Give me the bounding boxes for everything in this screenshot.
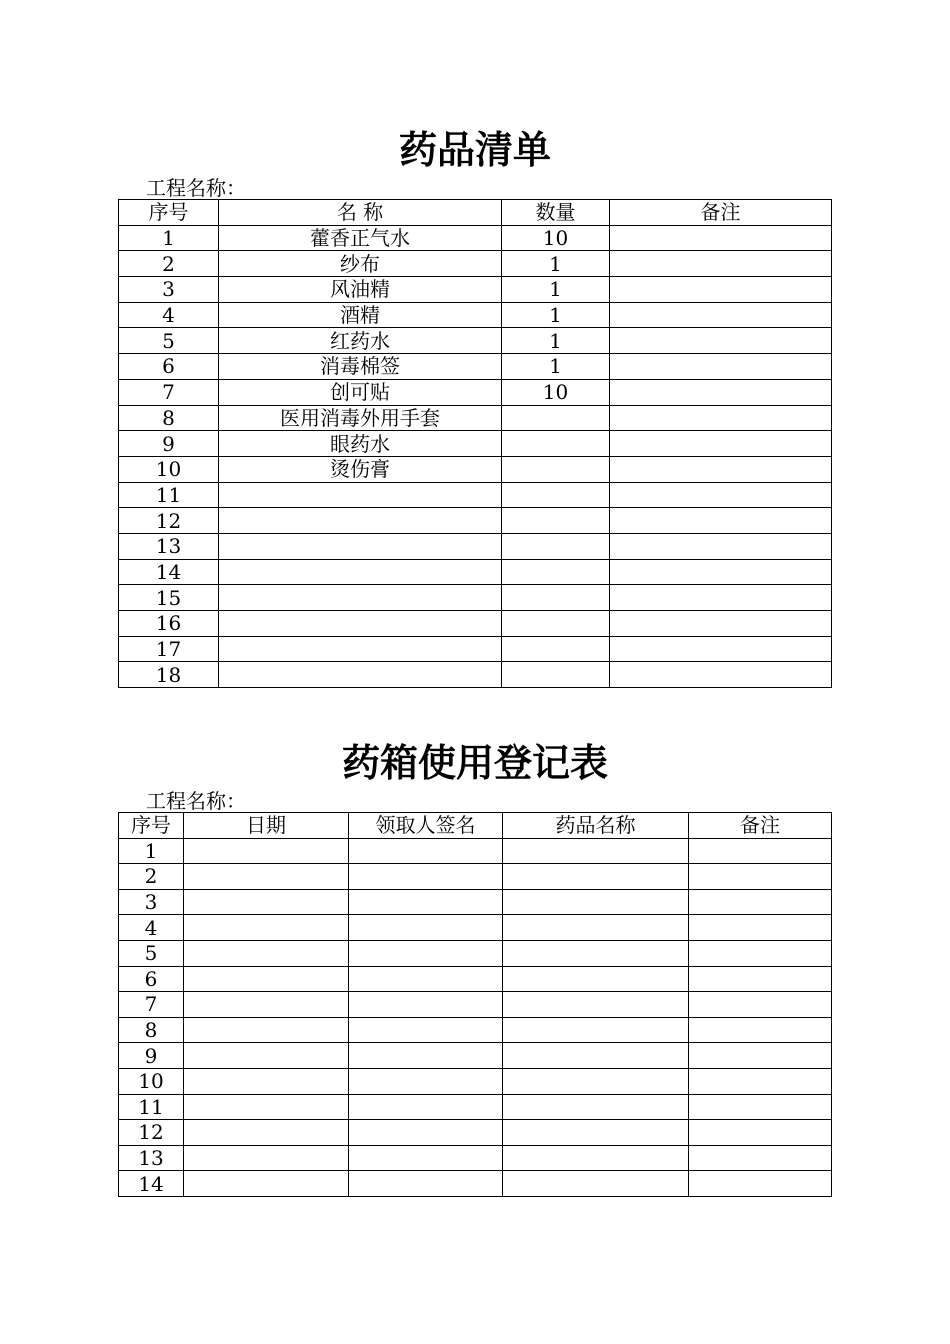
table-cell: 4 (119, 302, 219, 328)
table-row (119, 354, 832, 380)
table-cell: 纱布 (219, 251, 502, 277)
table-cell: 红药水 (219, 328, 502, 354)
table-cell: 10 (502, 225, 610, 251)
column-header: 备注 (610, 200, 832, 226)
table-cell (610, 379, 832, 405)
table-cell (349, 992, 503, 1018)
table-cell: 18 (119, 662, 219, 688)
table-cell (219, 559, 502, 585)
table-cell (610, 251, 832, 277)
table-cell (503, 889, 689, 915)
table-cell (184, 966, 349, 992)
table-cell: 1 (502, 277, 610, 303)
table-row (119, 662, 832, 688)
table-cell (349, 1171, 503, 1197)
table-cell (503, 940, 689, 966)
table-cell (502, 636, 610, 662)
table-cell (184, 940, 349, 966)
table-cell (689, 1043, 832, 1069)
table-cell (349, 915, 503, 941)
table-cell (503, 966, 689, 992)
table-header-row (119, 200, 832, 226)
table-cell (219, 533, 502, 559)
table-cell: 13 (119, 1145, 184, 1171)
table-cell: 1 (502, 251, 610, 277)
table-cell (219, 508, 502, 534)
table-row (119, 940, 832, 966)
table-cell (610, 328, 832, 354)
table-cell (503, 1017, 689, 1043)
table-row (119, 456, 832, 482)
table-cell: 1 (502, 302, 610, 328)
table-cell: 12 (119, 1120, 184, 1146)
table-cell (184, 1043, 349, 1069)
table-cell (184, 992, 349, 1018)
table-cell: 3 (119, 277, 219, 303)
table-cell (610, 354, 832, 380)
table-cell (349, 864, 503, 890)
table-cell (610, 585, 832, 611)
table-cell (689, 992, 832, 1018)
table-cell (610, 533, 832, 559)
table-cell (184, 889, 349, 915)
table-cell: 1 (119, 838, 184, 864)
table-cell: 11 (119, 482, 219, 508)
table-cell (349, 1145, 503, 1171)
table-row (119, 1043, 832, 1069)
inventory-project-label: 工程名称： (146, 176, 246, 200)
table-cell (184, 1145, 349, 1171)
column-header: 日期 (184, 813, 349, 839)
table-cell (349, 889, 503, 915)
table-cell (689, 915, 832, 941)
table-cell: 藿香正气水 (219, 225, 502, 251)
table-cell: 11 (119, 1094, 184, 1120)
table-cell: 2 (119, 251, 219, 277)
table-cell: 创可贴 (219, 379, 502, 405)
table-cell (503, 1094, 689, 1120)
table-row (119, 1120, 832, 1146)
table-cell (610, 662, 832, 688)
table-cell (184, 1120, 349, 1146)
table-cell: 1 (502, 328, 610, 354)
table-cell: 6 (119, 966, 184, 992)
table-row (119, 992, 832, 1018)
table-cell: 10 (119, 456, 219, 482)
table-cell (184, 1094, 349, 1120)
table-cell (502, 611, 610, 637)
table-cell: 5 (119, 328, 219, 354)
table-cell (184, 838, 349, 864)
table-cell: 15 (119, 585, 219, 611)
table-cell: 9 (119, 1043, 184, 1069)
inventory-title: 药品清单 (398, 128, 551, 172)
table-cell: 12 (119, 508, 219, 534)
table-row (119, 379, 832, 405)
table-cell (502, 482, 610, 508)
table-cell (689, 1120, 832, 1146)
table-row (119, 431, 832, 457)
table-cell (503, 915, 689, 941)
table-cell (610, 559, 832, 585)
table-cell (219, 662, 502, 688)
table-row (119, 251, 832, 277)
inventory-table (118, 199, 832, 688)
table-cell (502, 508, 610, 534)
table-cell: 5 (119, 940, 184, 966)
table-cell (503, 1043, 689, 1069)
table-cell (219, 636, 502, 662)
table-cell (349, 1094, 503, 1120)
table-cell (349, 1120, 503, 1146)
table-row (119, 302, 832, 328)
table-row (119, 1068, 832, 1094)
table-row (119, 1017, 832, 1043)
column-header: 序号 (119, 813, 184, 839)
usage-log-table (118, 812, 832, 1197)
table-row (119, 966, 832, 992)
table-cell: 酒精 (219, 302, 502, 328)
table-row (119, 611, 832, 637)
table-row (119, 225, 832, 251)
table-cell: 消毒棉签 (219, 354, 502, 380)
table-row (119, 482, 832, 508)
table-cell: 8 (119, 1017, 184, 1043)
table-cell (349, 838, 503, 864)
table-cell (219, 585, 502, 611)
table-cell: 风油精 (219, 277, 502, 303)
table-cell (502, 456, 610, 482)
table-cell: 7 (119, 992, 184, 1018)
table-cell (184, 1017, 349, 1043)
usage-log-project-label: 工程名称： (146, 789, 246, 813)
table-cell (349, 1017, 503, 1043)
table-cell (689, 864, 832, 890)
table-cell (689, 889, 832, 915)
table-cell (502, 662, 610, 688)
table-cell (184, 915, 349, 941)
table-cell (502, 431, 610, 457)
column-header: 序号 (119, 200, 219, 226)
usage-log-title: 药箱使用登记表 (341, 741, 608, 785)
table-cell: 2 (119, 864, 184, 890)
table-cell (610, 302, 832, 328)
table-cell (502, 533, 610, 559)
table-cell: 14 (119, 559, 219, 585)
table-cell (503, 992, 689, 1018)
table-cell (689, 1171, 832, 1197)
table-cell: 眼药水 (219, 431, 502, 457)
table-cell (610, 611, 832, 637)
table-cell: 10 (119, 1068, 184, 1094)
table-cell: 17 (119, 636, 219, 662)
table-row (119, 915, 832, 941)
table-cell (610, 277, 832, 303)
table-cell (610, 456, 832, 482)
table-cell (503, 1120, 689, 1146)
column-header: 备注 (689, 813, 832, 839)
table-row (119, 559, 832, 585)
table-cell (219, 611, 502, 637)
table-cell (689, 966, 832, 992)
table-row (119, 508, 832, 534)
table-row (119, 889, 832, 915)
table-cell: 6 (119, 354, 219, 380)
table-cell (610, 431, 832, 457)
table-cell (689, 940, 832, 966)
table-cell (184, 1171, 349, 1197)
table-cell (349, 940, 503, 966)
table-cell: 医用消毒外用手套 (219, 405, 502, 431)
table-row (119, 585, 832, 611)
table-row (119, 1171, 832, 1197)
table-cell: 1 (502, 354, 610, 380)
column-header: 领取人签名 (349, 813, 503, 839)
table-cell: 烫伤膏 (219, 456, 502, 482)
table-cell (503, 1145, 689, 1171)
table-cell (502, 559, 610, 585)
table-row (119, 277, 832, 303)
column-header: 名 称 (219, 200, 502, 226)
table-row (119, 1094, 832, 1120)
table-cell: 14 (119, 1171, 184, 1197)
table-cell (349, 1068, 503, 1094)
table-row (119, 328, 832, 354)
table-cell (503, 1171, 689, 1197)
table-cell (689, 838, 832, 864)
table-cell (502, 585, 610, 611)
table-row (119, 405, 832, 431)
column-header: 数量 (502, 200, 610, 226)
table-row (119, 636, 832, 662)
table-cell (503, 838, 689, 864)
table-cell (503, 1068, 689, 1094)
table-cell (503, 864, 689, 890)
table-cell: 8 (119, 405, 219, 431)
table-cell (349, 966, 503, 992)
table-cell: 3 (119, 889, 184, 915)
table-row (119, 838, 832, 864)
table-row (119, 1145, 832, 1171)
table-cell (689, 1068, 832, 1094)
table-cell: 13 (119, 533, 219, 559)
column-header: 药品名称 (503, 813, 689, 839)
table-cell (610, 225, 832, 251)
table-cell (184, 1068, 349, 1094)
table-cell (689, 1017, 832, 1043)
table-cell: 9 (119, 431, 219, 457)
table-cell: 1 (119, 225, 219, 251)
table-cell (502, 405, 610, 431)
table-header-row (119, 813, 832, 839)
table-cell: 4 (119, 915, 184, 941)
table-cell: 7 (119, 379, 219, 405)
table-row (119, 533, 832, 559)
table-cell (184, 864, 349, 890)
table-cell (689, 1145, 832, 1171)
table-cell (689, 1094, 832, 1120)
table-cell (610, 636, 832, 662)
table-cell (219, 482, 502, 508)
table-cell (610, 405, 832, 431)
table-cell (349, 1043, 503, 1069)
table-cell (610, 508, 832, 534)
table-cell (610, 482, 832, 508)
table-cell: 10 (502, 379, 610, 405)
table-row (119, 864, 832, 890)
table-cell: 16 (119, 611, 219, 637)
